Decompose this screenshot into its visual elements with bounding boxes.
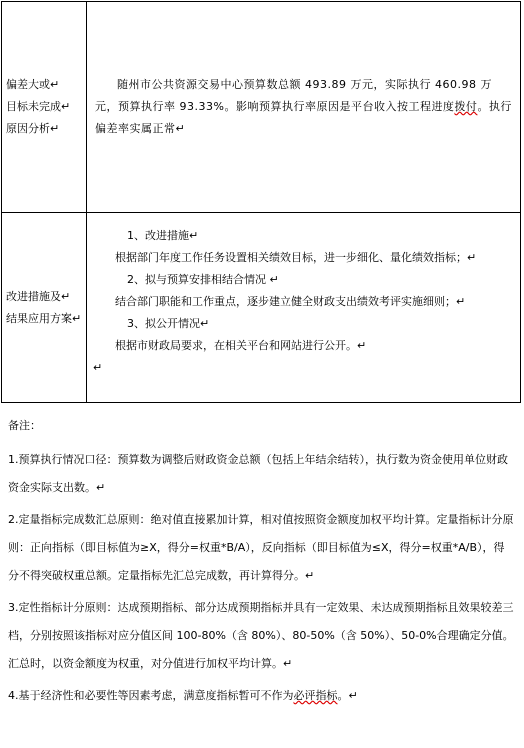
label-line: 原因分析↵ (6, 122, 60, 135)
notes-title: 备注： (8, 419, 41, 432)
improvement-line: 2、拟与预算安排相结合情况 ↵ (127, 273, 279, 286)
improvement-line: 结合部门职能和工作重点，逐步建立健全财政支出绩效考评实施细则；↵ (115, 295, 466, 308)
paragraph-text: 随州市公共资源交易中心预算数总额 493.89 万元，实际执行 460.98 万元，预算执行率 93.33%。影响预算执行率原因是平台收入按工程进度 (95, 78, 492, 113)
deviation-paragraph (95, 74, 514, 140)
note-text: 4.基于经济性和必要性等因素考虑，满意度指标暂可不作为 (8, 689, 294, 702)
spellcheck-word: 必评指标 (293, 689, 338, 702)
label-line: 偏差大或↵ (6, 78, 60, 91)
improvement-line: 1、改进措施↵ (127, 229, 199, 242)
paragraph-text-end: 。执行偏差率实属正常↵ (95, 100, 512, 135)
improvement-line: ↵ (93, 361, 103, 374)
note-item: 2.定量指标完成数汇总原则：绝对值直接累加计算，相对值按照资金额度加权平均计算。定量指标计分原则：正向指标（即目标值为≥X，得分=权重*B/A），反向指标（即目标值为≤X，得分=权重*A/B），得分不得突破权重总额。定量指标先汇总完成数，再计算得分。↵ (8, 513, 514, 582)
deviation-reason-label (2, 2, 87, 212)
notes-section (8, 412, 514, 714)
evaluation-table (1, 1, 521, 403)
note-item: 1.预算执行情况口径：预算数为调整后财政资金总额（包括上年结余结转），执行数为资金使用单位财政资金实际支出数。↵ (8, 453, 508, 494)
improvement-line: 3、拟公开情况↵ (127, 317, 210, 330)
improvement-line: 根据部门年度工作任务设置相关绩效目标，进一步细化、量化绩效指标；↵ (115, 251, 477, 264)
note-item: 3.定性指标计分原则：达成预期指标、部分达成预期指标并具有一定效果、未达成预期指标且效果较差三档，分别按照该指标对应分值区间 100-80%（含 80%）、80-50%（含 50%）、50-0%合理确定分值。汇总时，以资金额度为权重，对分值进行加权平均计算。↵ (8, 601, 514, 670)
improvement-row (2, 212, 520, 402)
deviation-reason-content (87, 2, 520, 212)
label-line: 目标未完成↵ (6, 100, 71, 113)
label-line: 结果应用方案↵ (6, 311, 82, 325)
improvement-line: 根据市财政局要求，在相关平台和网站进行公开。↵ (115, 339, 367, 352)
improvement-content (87, 213, 520, 402)
deviation-reason-row (2, 2, 520, 212)
spellcheck-word: 拨付 (454, 100, 478, 113)
note-item (8, 682, 514, 710)
label-line: 改进措施及↵ (6, 289, 71, 303)
note-text-end: 。↵ (337, 689, 358, 702)
improvement-label (2, 213, 87, 402)
